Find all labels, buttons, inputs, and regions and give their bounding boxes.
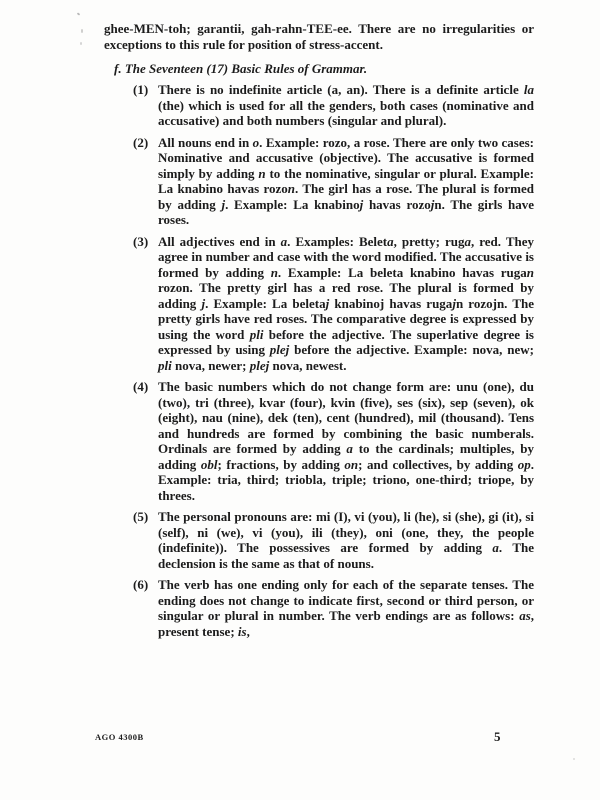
scan-speck [81,29,83,33]
rule-number: (4) [133,379,149,394]
scan-speck [573,758,575,760]
page-number: 5 [494,729,501,744]
rule-item-4 [104,379,534,503]
grammar-rules-list [104,82,534,639]
rule-text: The personal pronouns are: mi (I), vi (you), li (he), si (she), gi (it), si (self), ni (we), vi (you), ili (they), oni (one, they, the people (indefinite)). The possessives are formed by adding a. The declension is the same as that of nouns. [158,509,534,571]
continuation-paragraph: ghee-MEN-toh; garantii, gah-rahn-TEE-ee. There are no irregularities or exceptions to this rule for position of stress-accent. [104,21,534,52]
rule-number: (3) [133,233,149,249]
rule-number: (5) [133,509,149,524]
rule-item-3 [104,234,534,374]
scan-speck [77,12,81,15]
rule-item-5 [104,509,534,571]
rule-item-6 [104,577,534,639]
rule-number: (2) [133,134,149,150]
publication-id: AGO 4300B [95,732,144,742]
rule-text: There is no indefinite article (a, an). There is a definite article la (the) which is used for all the genders, both cases (nominative and accusative) and both numbers (singular and plural). [158,82,534,128]
rule-text: All adjectives end in a. Examples: Beleta, pretty; ruga, red. They agree in number and case with the word modified. The accusative is formed by adding n. Example: La beleta knabino havas rugan rozon. The pretty girl has a red rose. The plural is formed by adding j. Example: La beletaj knabinoj havas rugajn rozojn. The pretty girls have red roses. The comparative degree is expressed by using the word pli before the adjective. The superlative degree is expressed by using plej before the adjective. Example: nova, new; pli nova, newer; plej nova, newest. [158,233,535,373]
page-body [104,21,534,645]
rule-number: (6) [133,577,149,592]
section-heading: f. The Seventeen (17) Basic Rules of Grammar. [114,61,368,76]
scan-speck [80,42,82,45]
rule-number: (1) [133,82,149,97]
rule-text: All nouns end in o. Example: rozo, a rose. There are only two cases: Nominative and accusative (objective). The accusative is formed simply by adding n to the nominative, singular or plural. Example: La knabino havas rozon. The girl has a rose. The plural is formed by adding j. Example: La knabinoj havas rozojn. The girls have roses. [158,134,535,227]
rule-item-1 [104,82,534,129]
rule-text: The verb has one ending only for each of the separate tenses. The ending does not change to indicate first, second or third person, or singular or plural in number. The verb endings are as follows: as, present tense; is, [158,577,534,639]
rule-item-2 [104,135,534,228]
rule-text: The basic numbers which do not change form are: unu (one), du (two), tri (three), kvar (four), kvin (five), ses (six), sep (seven), ok (eight), nau (nine), dek (ten), cent (hundred), mil (thousand). Tens and hundreds are formed by combining the basic numberals. Ordinals are formed by adding a to the cardinals; multiples, by adding obl; fractions, by adding on; and collectives, by adding op. Example: tria, third; triobla, triple; triono, one-third; triope, by threes. [158,379,534,503]
